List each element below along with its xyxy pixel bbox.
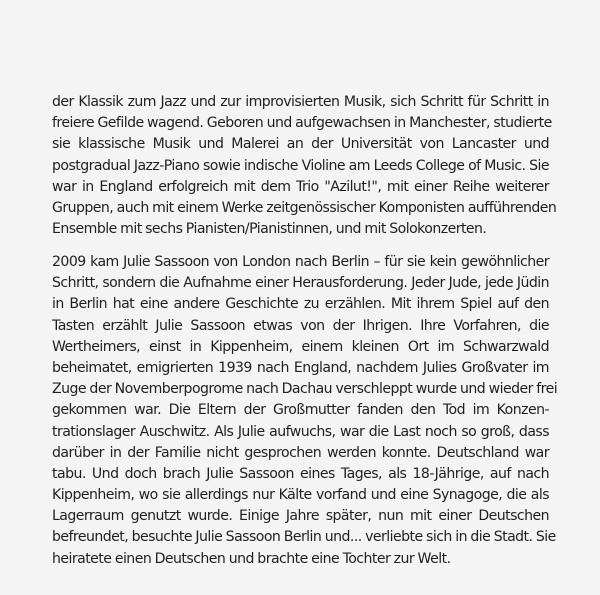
text-line: heiratete einen Deutschen und brachte eine Tochter zur Welt. bbox=[52, 550, 451, 567]
text-line: Kippenheim, wo sie allerdings nur Kälte vorfand und eine Synagoge, die als bbox=[52, 487, 549, 504]
text-line: der Klassik zum Jazz und zur improvisierten Musik, sich Schritt für Schritt in bbox=[52, 94, 549, 110]
text-line: tabu. Und doch brach Julie Sassoon eines Tages, als 18-Jährige, auf nach bbox=[52, 465, 549, 482]
text-line: Gruppen, auch mit einem Werke zeitgenössischer Komponisten aufführenden bbox=[52, 199, 557, 216]
paragraph-2 bbox=[52, 252, 558, 570]
text-line: beheimatet, emigrierten 1939 nach England, nachdem Julies Großvater im bbox=[52, 359, 549, 376]
text-line: Ensemble mit sechs Pianisten/Pianistinnen, und mit Solokonzerten. bbox=[52, 221, 487, 238]
text-line: freiere Gefilde wagend. Geboren und aufgewachsen in Manchester, studierte bbox=[52, 115, 552, 132]
text-line: trationslager Auschwitz. Als Julie aufwuchs, war die Last noch so groß, dass bbox=[52, 423, 549, 440]
text-line: Wertheimers, einst in Kippenheim, einem kleinen Ort im Schwarzwald bbox=[52, 338, 549, 355]
text-line: sie klassische Musik und Malerei an der Universität von Lancaster und bbox=[52, 136, 549, 153]
text-line: Zuge der Novemberpogrome nach Dachau verschleppt wurde und wieder frei bbox=[52, 381, 558, 398]
text-line: befreundet, besuchte Julie Sassoon Berlin und... verliebte sich in die Stadt. Sie bbox=[52, 529, 556, 546]
text-line: Schritt, sondern die Aufnahme einer Herausforderung. Jeder Jude, jede Jüdin bbox=[52, 275, 549, 292]
text-line: war in England erfolgreich mit dem Trio "Azilut!", mit einer Reihe weiterer bbox=[52, 178, 549, 195]
text-line: Lagerraum genutzt wurde. Einige Jahre später, nun mit einer Deutschen bbox=[52, 508, 549, 525]
text-line: 2009 kam Julie Sassoon von London nach Berlin – für sie kein gewöhnlicher bbox=[52, 254, 549, 270]
text-line: postgradual Jazz-Piano sowie indische Violine am Leeds College of Music. Sie bbox=[52, 157, 549, 174]
text-line: Tasten erzählt Julie Sassoon etwas von der Ihrigen. Ihre Vorfahren, die bbox=[52, 317, 549, 334]
text-line: darüber in der Familie nicht gesprochen werden konnte. Deutschland war bbox=[52, 444, 549, 461]
text-line: in Berlin hat eine andere Geschichte zu erzählen. Mit ihrem Spiel auf den bbox=[52, 296, 549, 313]
text-line: gekommen war. Die Eltern der Großmutter fanden den Tod im Konzen- bbox=[52, 402, 549, 419]
paragraph-1 bbox=[52, 92, 557, 240]
